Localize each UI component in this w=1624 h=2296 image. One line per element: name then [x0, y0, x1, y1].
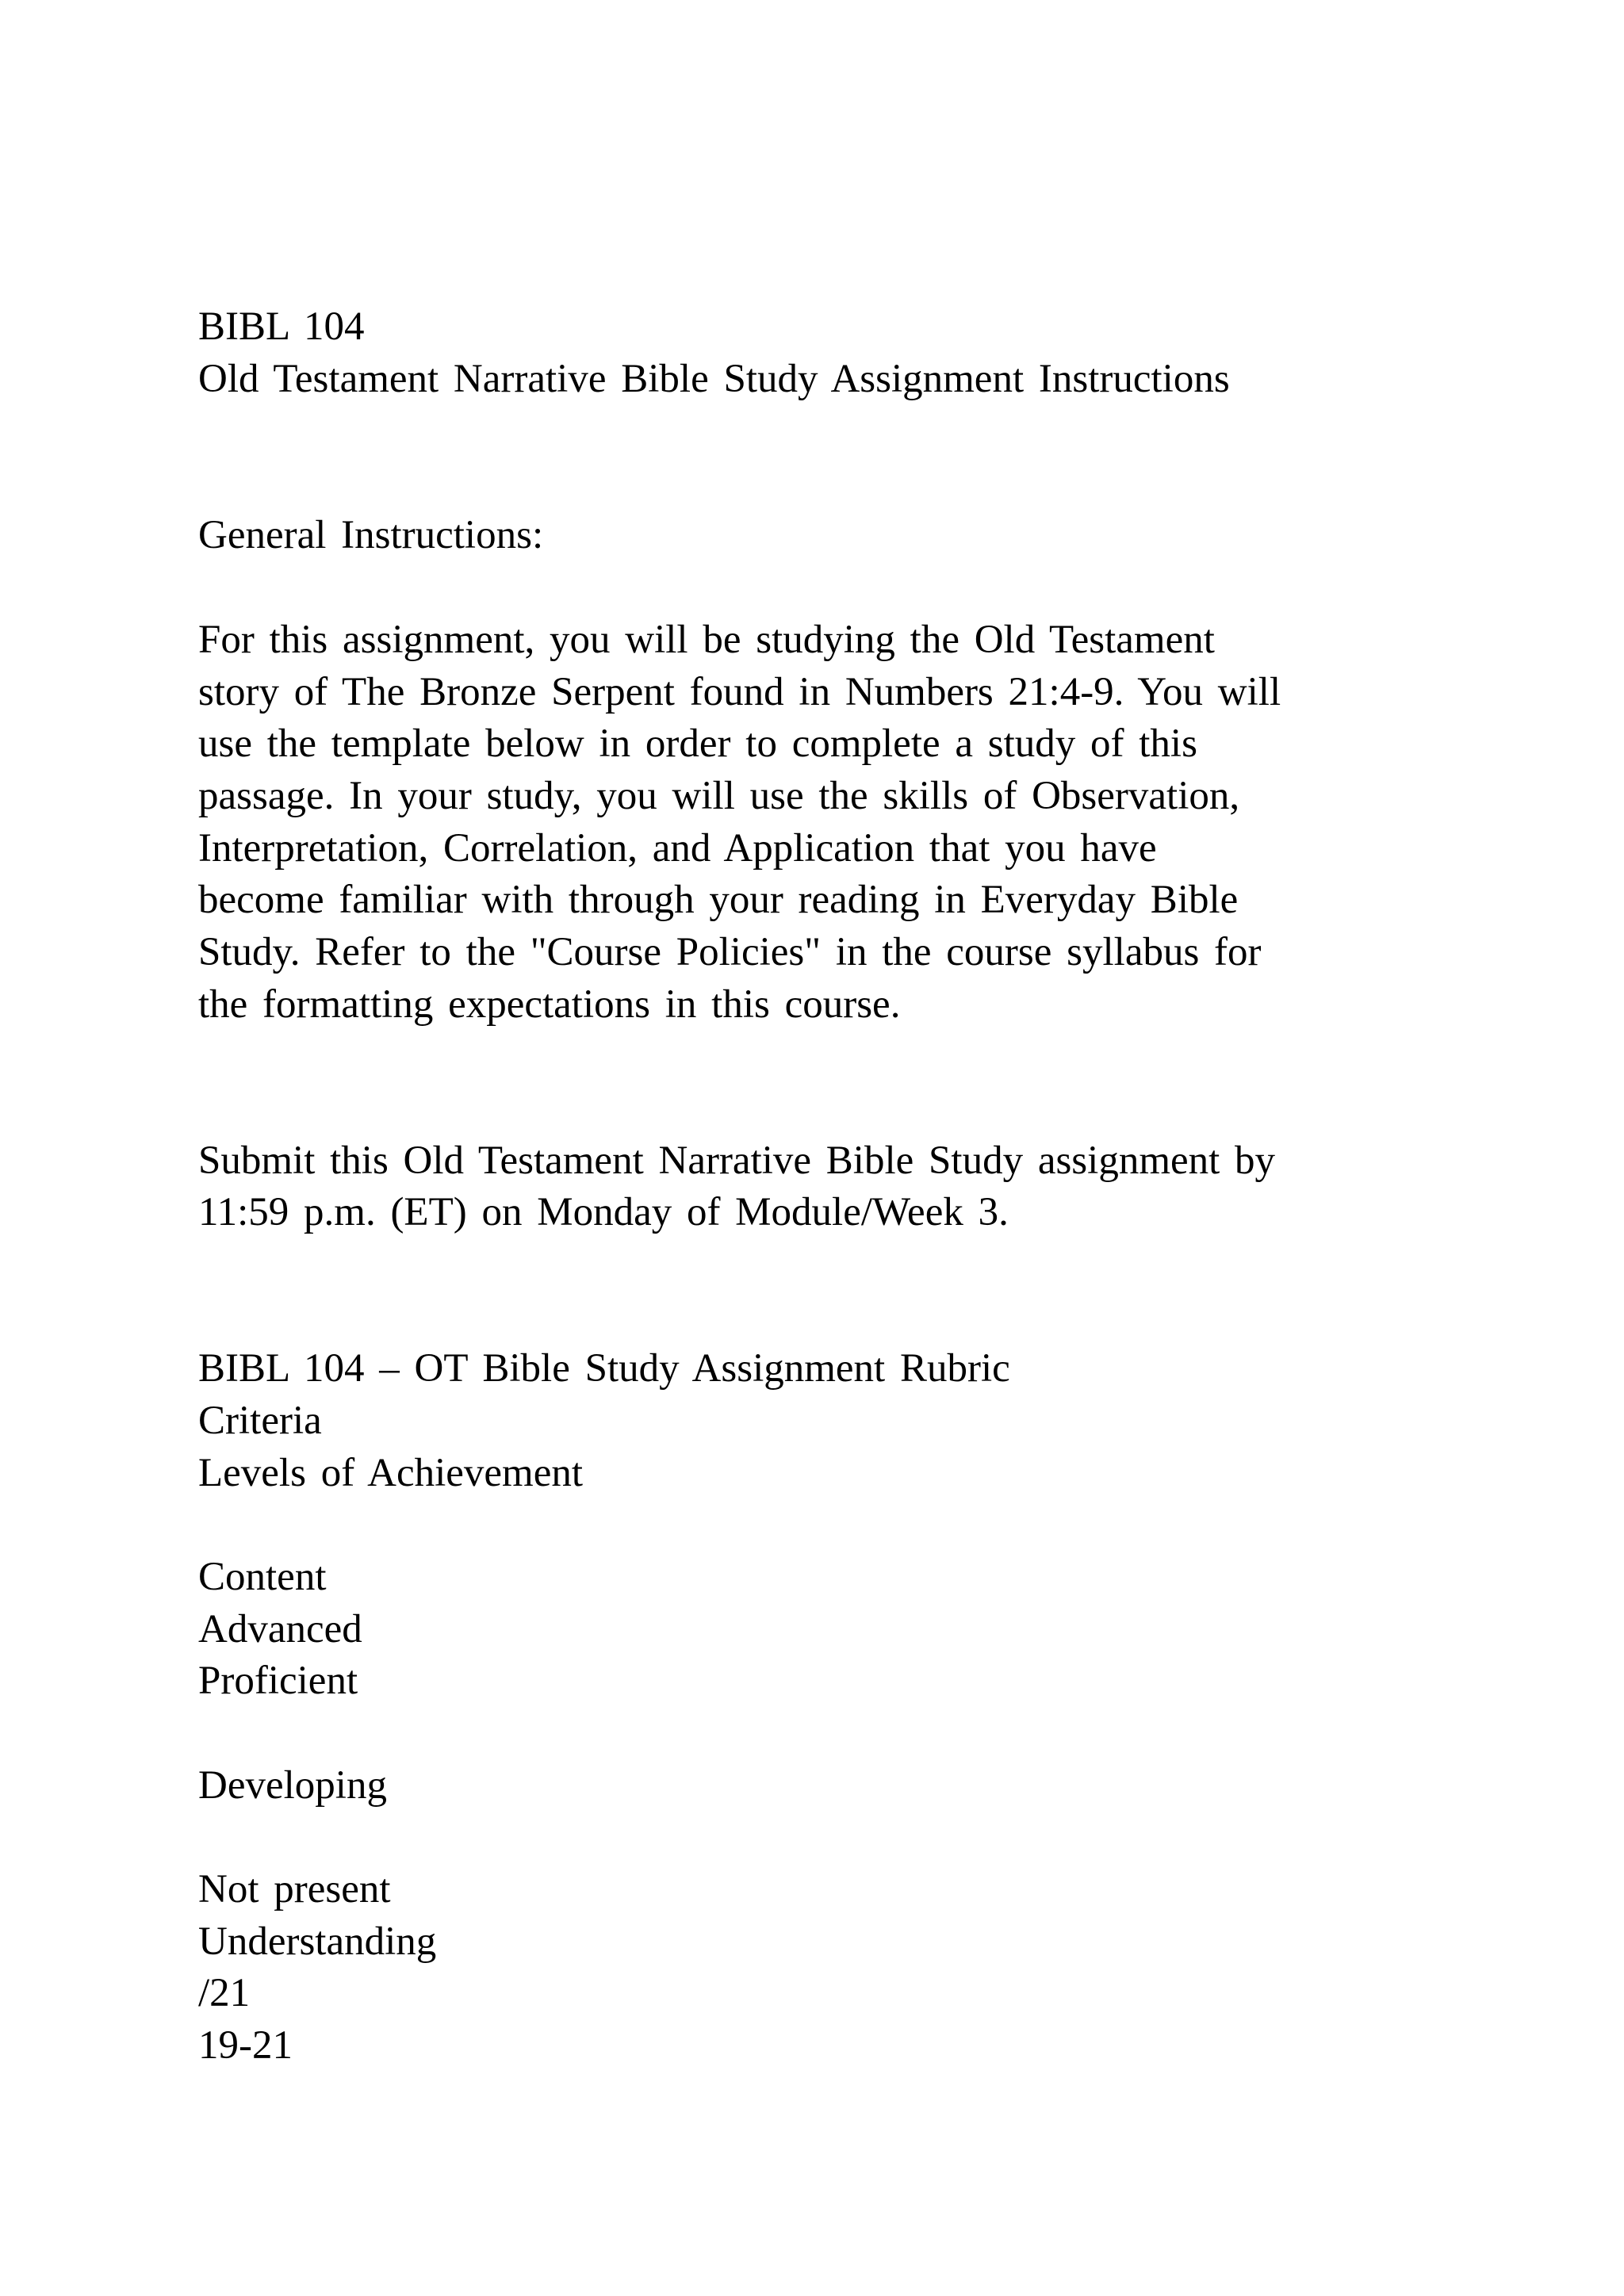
submission-line: 11:59 p.m. (ET) on Monday of Module/Week 3. [198, 1190, 1009, 1234]
paragraph-line: Study. Refer to the "Course Policies" in the course syllabus for [198, 930, 1262, 974]
course-code: BIBL 104 [198, 304, 365, 349]
rubric-level-proficient: Proficient [198, 1659, 358, 1703]
rubric-criteria-label: Criteria [198, 1399, 322, 1443]
paragraph-line: Interpretation, Correlation, and Application that you have [198, 826, 1157, 871]
rubric-category: Content [198, 1555, 327, 1599]
paragraph-line: use the template below in order to complete a study of this [198, 721, 1197, 766]
general-instructions-heading: General Instructions: [198, 513, 544, 557]
document-title: Old Testament Narrative Bible Study Assignment Instructions [198, 357, 1230, 401]
rubric-row-total: /21 [198, 1971, 251, 2015]
paragraph-line: become familiar with through your reading in Everyday Bible [198, 878, 1239, 922]
rubric-level-developing: Developing [198, 1763, 387, 1808]
paragraph-line: story of The Bronze Serpent found in Numbers 21:4-9. You will [198, 670, 1281, 714]
paragraph-line: passage. In your study, you will use the skills of Observation, [198, 774, 1240, 818]
rubric-level-not-present: Not present [198, 1867, 391, 1911]
paragraph-line: the formatting expectations in this course. [198, 982, 901, 1027]
rubric-levels-label: Levels of Achievement [198, 1451, 583, 1495]
rubric-level-advanced: Advanced [198, 1607, 362, 1651]
submission-line: Submit this Old Testament Narrative Bible Study assignment by [198, 1138, 1276, 1183]
rubric-row-advanced-range: 19-21 [198, 2023, 293, 2068]
rubric-title: BIBL 104 – OT Bible Study Assignment Rubric [198, 1346, 1010, 1391]
paragraph-line: For this assignment, you will be studying the Old Testament [198, 618, 1215, 662]
rubric-row-criterion: Understanding [198, 1919, 437, 1964]
